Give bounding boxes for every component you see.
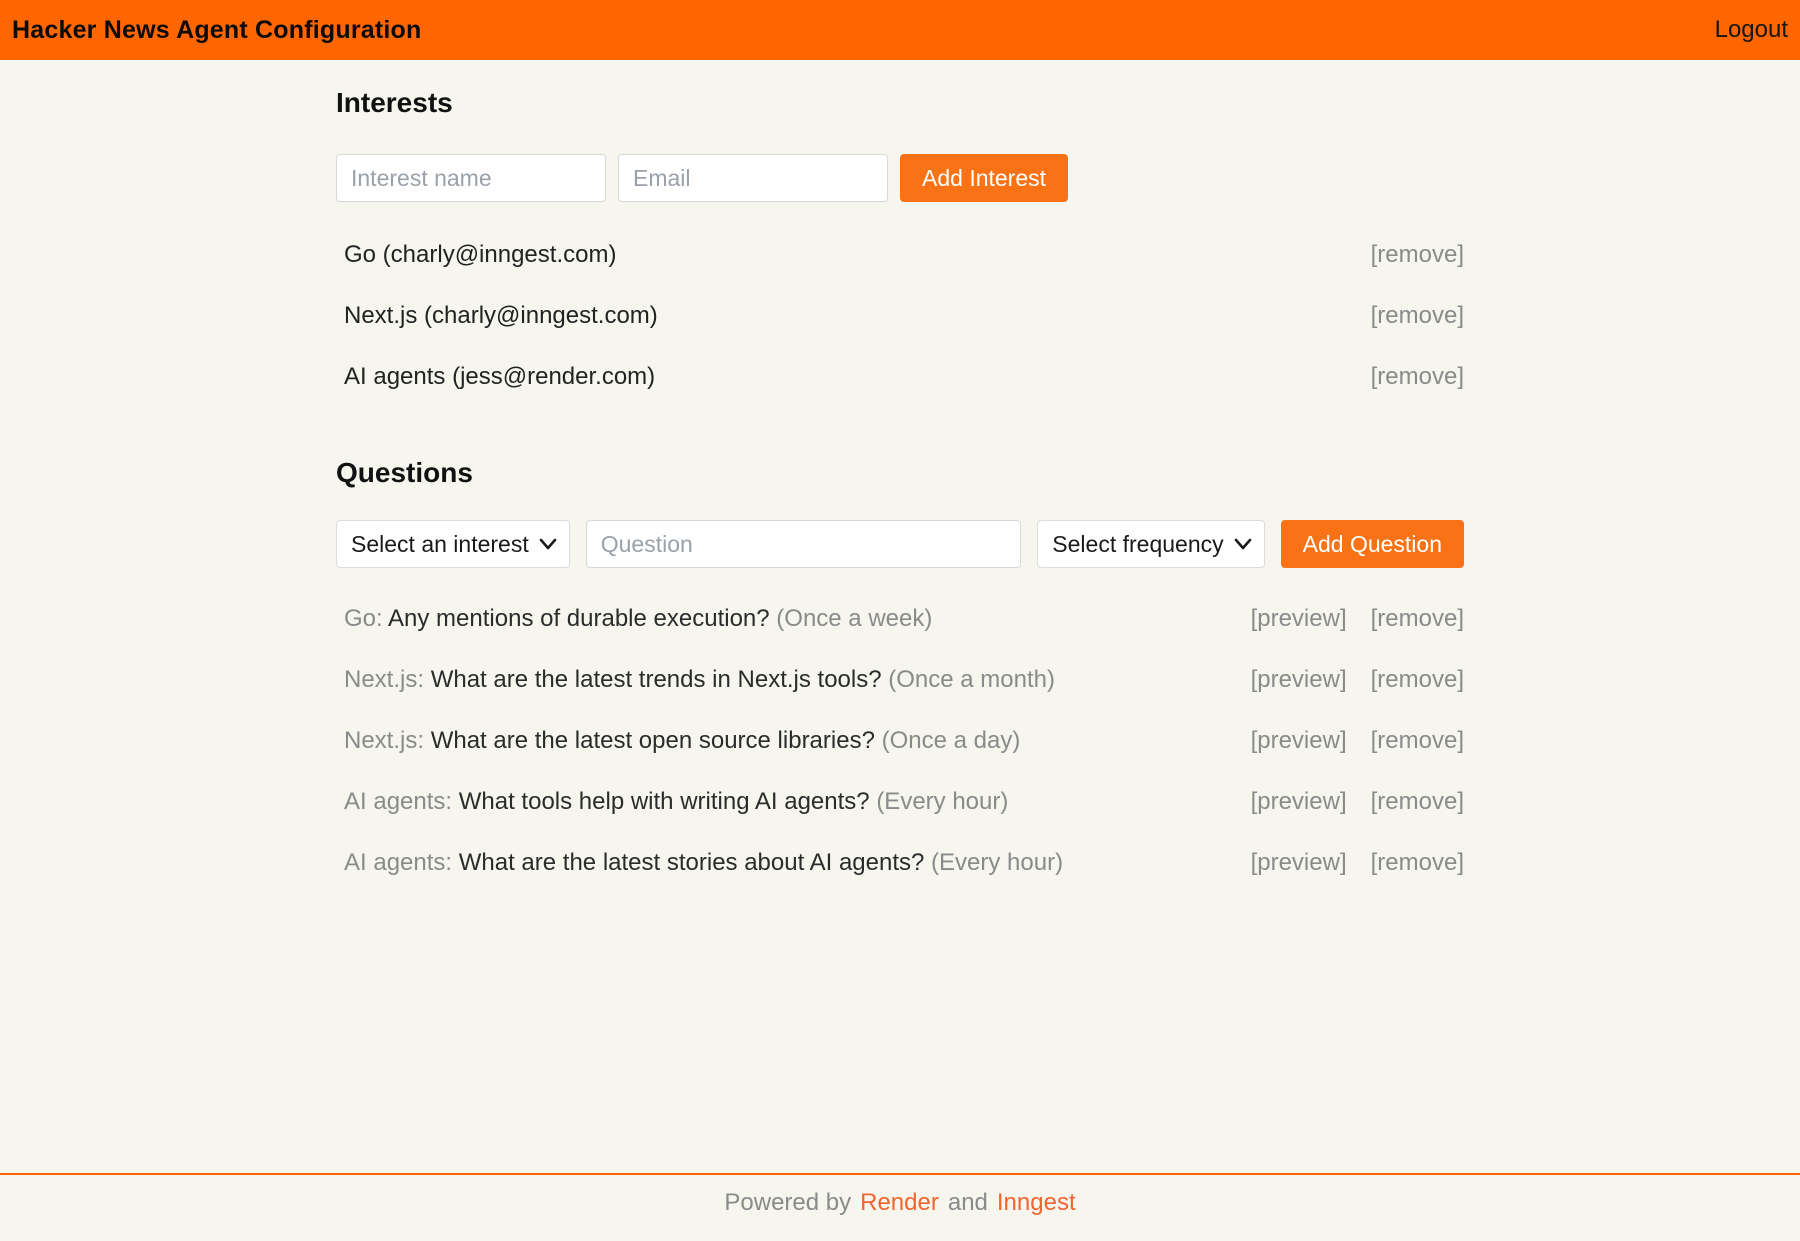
question-item	[336, 665, 1464, 695]
add-interest-form	[336, 154, 1464, 202]
question-interest-prefix: Next.js:	[344, 727, 425, 754]
question-interest-prefix: AI agents:	[344, 849, 453, 876]
render-link[interactable]: Render	[860, 1189, 939, 1216]
preview-question-link[interactable]: [preview]	[1250, 849, 1347, 876]
remove-question-link[interactable]: [remove]	[1370, 788, 1464, 815]
add-interest-button[interactable]: Add Interest	[900, 154, 1068, 202]
question-interest-prefix: Go:	[344, 605, 383, 632]
question-item	[336, 604, 1464, 634]
question-interest-prefix: Next.js:	[344, 666, 425, 693]
preview-question-link[interactable]: [preview]	[1250, 605, 1347, 632]
preview-question-link[interactable]: [preview]	[1250, 727, 1347, 754]
preview-question-link[interactable]: [preview]	[1250, 788, 1347, 815]
page-title: Hacker News Agent Configuration	[12, 15, 422, 44]
question-item	[336, 848, 1464, 878]
add-question-form	[336, 520, 1464, 568]
question-text: What are the latest trends in Next.js tools?	[430, 666, 882, 693]
question-frequency: (Once a day)	[881, 727, 1021, 754]
questions-section	[336, 456, 1464, 878]
question-item	[336, 787, 1464, 817]
question-text: What are the latest open source libraries?	[430, 727, 875, 754]
question-text: Any mentions of durable execution?	[388, 605, 770, 632]
remove-question-link[interactable]: [remove]	[1370, 605, 1464, 632]
remove-question-link[interactable]: [remove]	[1370, 849, 1464, 876]
preview-question-link[interactable]: [preview]	[1250, 666, 1347, 693]
question-frequency: (Every hour)	[876, 788, 1009, 815]
interest-label: Go (charly@inngest.com)	[344, 241, 617, 268]
app-header	[0, 0, 1800, 60]
inngest-link[interactable]: Inngest	[996, 1189, 1076, 1216]
interest-select-value: Select an interest	[351, 530, 529, 557]
remove-interest-link[interactable]: [remove]	[1370, 363, 1464, 390]
interest-name-input[interactable]	[336, 154, 606, 202]
question-item	[336, 726, 1464, 756]
powered-by-text: Powered by	[724, 1189, 852, 1216]
question-frequency: (Once a week)	[776, 605, 933, 632]
interest-item	[336, 240, 1464, 270]
questions-list	[336, 604, 1464, 878]
interest-label: AI agents (jess@render.com)	[344, 363, 656, 390]
question-frequency: (Once a month)	[888, 666, 1055, 693]
interest-label: Next.js (charly@inngest.com)	[344, 302, 658, 329]
question-input[interactable]	[586, 520, 1022, 568]
frequency-select[interactable]	[1037, 520, 1264, 568]
question-frequency: (Every hour)	[931, 849, 1064, 876]
conjunction-text: and	[947, 1189, 988, 1216]
interest-select[interactable]	[336, 520, 570, 568]
question-text: What tools help with writing AI agents?	[458, 788, 870, 815]
remove-question-link[interactable]: [remove]	[1370, 666, 1464, 693]
interest-email-input[interactable]	[618, 154, 888, 202]
logout-link[interactable]: Logout	[1714, 16, 1788, 43]
chevron-down-icon	[1234, 538, 1252, 550]
question-interest-prefix: AI agents:	[344, 788, 453, 815]
interests-list	[336, 240, 1464, 392]
page-footer	[0, 1173, 1800, 1241]
interest-item	[336, 362, 1464, 392]
interest-item	[336, 301, 1464, 331]
remove-interest-link[interactable]: [remove]	[1370, 302, 1464, 329]
frequency-select-value: Select frequency	[1052, 530, 1224, 557]
question-text: What are the latest stories about AI agents?	[458, 849, 925, 876]
main-content	[336, 60, 1464, 1173]
interests-section	[336, 86, 1464, 392]
interests-heading: Interests	[336, 87, 453, 118]
remove-question-link[interactable]: [remove]	[1370, 727, 1464, 754]
remove-interest-link[interactable]: [remove]	[1370, 241, 1464, 268]
chevron-down-icon	[539, 538, 557, 550]
add-question-button[interactable]: Add Question	[1281, 520, 1464, 568]
questions-heading: Questions	[336, 457, 473, 488]
